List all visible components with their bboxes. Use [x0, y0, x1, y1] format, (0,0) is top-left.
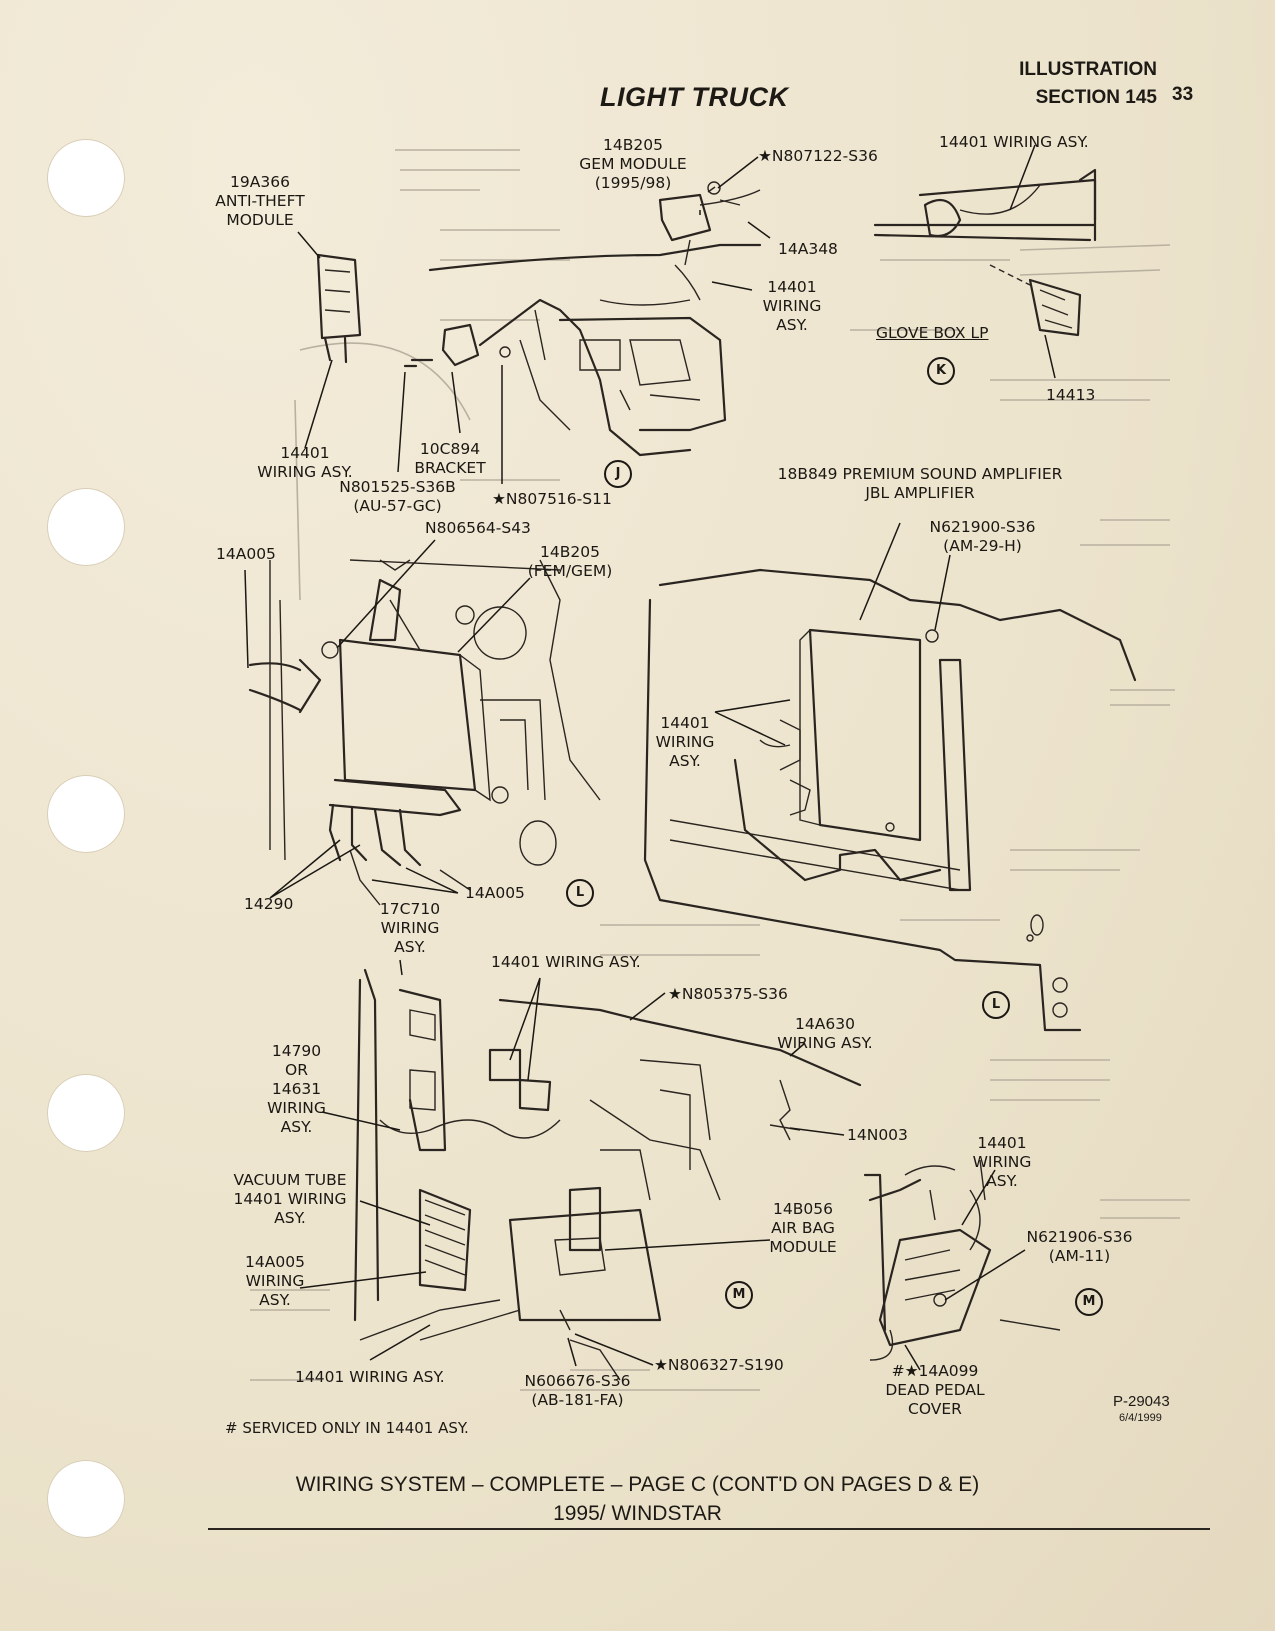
section-header — [1019, 56, 1157, 112]
label-14413: 14413 — [1046, 386, 1096, 404]
part-code: P-29043 — [1113, 1393, 1170, 1410]
caption-line-2: 1995/ WINDSTAR — [553, 1502, 722, 1525]
label-premium-sound-amplifier: 18B849 PREMIUM SOUND AMPLIFIER JBL AMPLIFIER — [777, 465, 1063, 502]
part-date: 6/4/1999 — [1119, 1412, 1162, 1424]
label-anti-theft-module: 19A366 ANTI-THEFT MODULE — [215, 173, 305, 229]
label-n806564: N806564-S43 — [425, 519, 531, 537]
footer-rule — [208, 1528, 1210, 1530]
view-l-left-drawing — [250, 560, 600, 905]
label-14n003: 14N003 — [847, 1126, 908, 1144]
label-17c710: 17C710 WIRING ASY. — [379, 900, 441, 956]
page-title: LIGHT TRUCK — [600, 82, 789, 112]
illustration-label: ILLUSTRATION — [1019, 59, 1157, 80]
label-n801525: N801525-S36B (AU-57-GC) — [339, 478, 456, 515]
label-n807516: ★N807516-S11 — [492, 490, 612, 508]
part-code-block — [1113, 1394, 1170, 1426]
label-14a005-mid: 14A005 — [465, 884, 525, 902]
view-k-drawing — [875, 170, 1095, 335]
label-14790-14631: 14790 OR 14631 WIRING ASY. — [267, 1042, 326, 1136]
label-n606676: N606676-S36 (AB-181-FA) — [524, 1372, 631, 1409]
label-fem-gem: 14B205 (FEM/GEM) — [527, 543, 613, 580]
label-14401-wiring-bottom: 14401 WIRING ASY. — [491, 953, 641, 971]
label-14290: 14290 — [244, 895, 294, 913]
label-14401-wiring-left: 14401 WIRING ASY. — [257, 444, 353, 481]
label-14401-wiring-dead-pedal: 14401 WIRING ASY. — [972, 1134, 1032, 1190]
label-vacuum-tube: VACUUM TUBE 14401 WIRING ASY. — [233, 1171, 347, 1227]
label-dead-pedal-cover: #★14A099 DEAD PEDAL COVER — [885, 1362, 985, 1418]
view-marker-k: K — [927, 357, 955, 385]
label-n621906: N621906-S36 (AM-11) — [1026, 1228, 1133, 1265]
label-n806327: ★N806327-S190 — [654, 1356, 784, 1374]
label-14401-wiring-floor: 14401 WIRING ASY. — [295, 1368, 445, 1386]
bleed-through-artifacts — [250, 150, 1190, 1390]
view-marker-l: L — [566, 879, 594, 907]
label-n807122: ★N807122-S36 — [758, 147, 878, 165]
label-14a005-low: 14A005 WIRING ASY. — [245, 1253, 305, 1309]
footnote: # SERVICED ONLY IN 14401 ASY. — [225, 1419, 469, 1437]
label-14401-wiring-right: 14401 WIRING ASY. — [939, 133, 1089, 151]
view-marker-m: M — [1075, 1288, 1103, 1316]
view-l-right-drawing — [645, 570, 1135, 1030]
label-14401-wiring-top: 14401 WIRING ASY. — [762, 278, 822, 334]
page-number: 33 — [1172, 84, 1194, 105]
figure-caption — [0, 1470, 1275, 1528]
label-10c894-bracket: 10C894 BRACKET — [414, 440, 486, 477]
label-14401-wiring-amp: 14401 WIRING ASY. — [655, 714, 715, 770]
view-j-drawing — [318, 182, 760, 455]
label-air-bag-module: 14B056 AIR BAG MODULE — [769, 1200, 837, 1256]
label-14a348: 14A348 — [778, 240, 838, 258]
section-label: SECTION 145 — [1035, 87, 1157, 108]
label-14a005-top: 14A005 — [216, 545, 276, 563]
view-marker-j: J — [604, 460, 632, 488]
label-n621900: N621900-S36 (AM-29-H) — [929, 518, 1036, 555]
label-glove-box-lp: GLOVE BOX LP — [876, 324, 989, 342]
label-14a630: 14A630 WIRING ASY. — [777, 1015, 873, 1052]
label-gem-module: 14B205 GEM MODULE (1995/98) — [579, 136, 687, 192]
label-n805375: ★N805375-S36 — [668, 985, 788, 1003]
view-marker-l: L — [982, 991, 1010, 1019]
view-marker-m: M — [725, 1281, 753, 1309]
caption-line-1: WIRING SYSTEM – COMPLETE – PAGE C (CONT'D ON PAGES D & E) — [295, 1473, 980, 1496]
